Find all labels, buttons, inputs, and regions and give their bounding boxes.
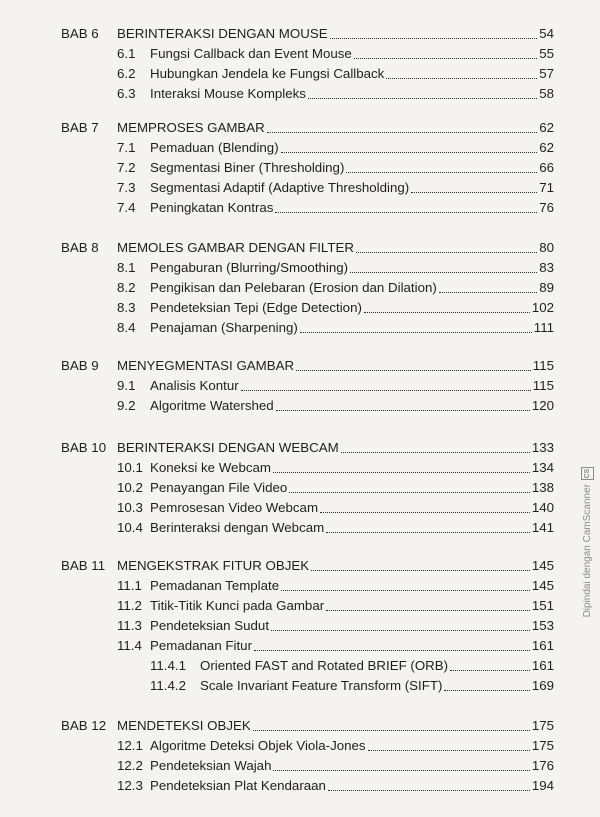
- chapter-number: BAB 6: [61, 26, 99, 41]
- page-number: 54: [539, 26, 554, 41]
- section-number: 11.1: [117, 578, 142, 593]
- page-number: 138: [531, 480, 554, 495]
- section-number: 8.2: [117, 280, 136, 295]
- section-number: 9.1: [117, 378, 136, 393]
- section-row: [0, 518, 600, 538]
- section-row: [0, 756, 600, 776]
- dot-leader: [300, 318, 532, 333]
- section-number: 9.2: [117, 398, 136, 413]
- section-number: 8.3: [117, 300, 136, 315]
- section-title: Oriented FAST and Rotated BRIEF (ORB): [200, 658, 449, 673]
- section-title: Pemrosesan Video Webcam: [150, 500, 319, 515]
- chapter-number: BAB 11: [61, 558, 106, 573]
- chapter-number: BAB 9: [61, 358, 99, 373]
- page-number: 161: [531, 638, 554, 653]
- section-title: Koneksi ke Webcam: [150, 460, 271, 475]
- dot-leader: [281, 576, 530, 591]
- section-title: Analisis Kontur: [150, 378, 239, 393]
- section-title: Pemaduan (Blending): [150, 140, 279, 155]
- page-number: 76: [539, 200, 554, 215]
- chapter-title: MEMOLES GAMBAR DENGAN FILTER: [117, 240, 354, 255]
- dot-leader: [273, 458, 530, 473]
- section-number: 11.4.1: [150, 658, 186, 673]
- section-title: Berinteraksi dengan Webcam: [150, 520, 325, 535]
- dot-leader: [341, 438, 530, 453]
- section-row: [0, 318, 600, 338]
- section-title: Pengikisan dan Pelebaran (Erosion dan Dilation): [150, 280, 437, 295]
- section-row: [0, 376, 600, 396]
- section-number: 12.1: [117, 738, 143, 753]
- dot-leader: [330, 24, 538, 39]
- section-row: [0, 596, 600, 616]
- dot-leader: [267, 118, 537, 133]
- dot-leader: [411, 178, 537, 193]
- page-number: 175: [531, 718, 554, 733]
- dot-leader: [328, 776, 530, 791]
- section-row: [0, 636, 600, 656]
- dot-leader: [346, 158, 537, 173]
- chapter-block: [0, 556, 600, 696]
- section-number: 10.2: [117, 480, 143, 495]
- page-number: 120: [531, 398, 554, 413]
- chapter-block: [0, 238, 600, 338]
- section-number: 8.1: [117, 260, 136, 275]
- section-row: [0, 158, 600, 178]
- section-row: [0, 64, 600, 84]
- chapter-number: BAB 12: [61, 718, 107, 733]
- dot-leader: [275, 198, 537, 213]
- section-row: [0, 138, 600, 158]
- section-title: Pendeteksian Plat Kendaraan: [150, 778, 326, 793]
- section-number: 6.3: [117, 86, 136, 101]
- chapter-number: BAB 7: [61, 120, 99, 135]
- dot-leader: [289, 478, 530, 493]
- section-title: Pendeteksian Wajah: [150, 758, 272, 773]
- chapter-block: [0, 24, 600, 104]
- page-number: 145: [531, 558, 554, 573]
- dot-leader: [311, 556, 530, 571]
- page-number: 115: [532, 378, 554, 393]
- section-title: Segmentasi Adaptif (Adaptive Thresholding): [150, 180, 410, 195]
- section-number: 12.2: [117, 758, 143, 773]
- dot-leader: [350, 258, 537, 273]
- page-number: 194: [531, 778, 554, 793]
- chapter-number: BAB 10: [61, 440, 107, 455]
- section-row: [0, 736, 600, 756]
- section-row: [0, 258, 600, 278]
- page-number: 83: [539, 260, 554, 275]
- section-title: Hubungkan Jendela ke Fungsi Callback: [150, 66, 385, 81]
- page-number: 145: [531, 578, 554, 593]
- page-number: 111: [533, 320, 554, 335]
- page-number: 176: [531, 758, 554, 773]
- chapter-title: MENYEGMENTASI GAMBAR: [117, 358, 295, 373]
- section-row: [0, 44, 600, 64]
- section-number: 11.2: [117, 598, 142, 613]
- section-row: [0, 84, 600, 104]
- dot-leader: [276, 396, 530, 411]
- section-title: Algoritme Deteksi Objek Viola-Jones: [150, 738, 366, 753]
- section-number: 7.3: [117, 180, 136, 195]
- page-number: 62: [539, 140, 554, 155]
- section-number: 10.3: [117, 500, 143, 515]
- section-title: Pengaburan (Blurring/Smoothing): [150, 260, 349, 275]
- section-title: Pemadanan Template: [150, 578, 280, 593]
- page-number: 115: [532, 358, 554, 373]
- chapter-block: [0, 356, 600, 416]
- section-number: 6.1: [117, 46, 136, 61]
- page-number: 153: [531, 618, 554, 633]
- chapter-title: BERINTERAKSI DENGAN WEBCAM: [117, 440, 339, 455]
- subsection-row: [0, 656, 600, 676]
- dot-leader: [386, 64, 537, 79]
- page-number: 89: [539, 280, 554, 295]
- section-row: [0, 776, 600, 796]
- chapter-title: MENGEKSTRAK FITUR OBJEK: [117, 558, 310, 573]
- section-title: Penajaman (Sharpening): [150, 320, 298, 335]
- chapter-heading-row: [0, 716, 600, 736]
- dot-leader: [320, 498, 530, 513]
- dot-leader: [326, 518, 530, 533]
- section-number: 7.2: [117, 160, 136, 175]
- page-number: 71: [539, 180, 554, 195]
- section-title: Penayangan File Video: [150, 480, 288, 495]
- dot-leader: [444, 676, 529, 691]
- chapter-heading-row: [0, 238, 600, 258]
- section-number: 10.1: [117, 460, 143, 475]
- page-number: 175: [531, 738, 554, 753]
- page-number: 80: [539, 240, 554, 255]
- chapter-title: BERINTERAKSI DENGAN MOUSE: [117, 26, 328, 41]
- section-row: [0, 298, 600, 318]
- dot-leader: [368, 736, 530, 751]
- section-row: [0, 498, 600, 518]
- dot-leader: [253, 716, 530, 731]
- section-title: Pendeteksian Sudut: [150, 618, 270, 633]
- camscanner-icon: CS: [581, 467, 594, 480]
- section-title: Titik-Titik Kunci pada Gambar: [150, 598, 325, 613]
- chapter-heading-row: [0, 438, 600, 458]
- chapter-heading-row: [0, 24, 600, 44]
- page-number: 66: [539, 160, 554, 175]
- section-title: Algoritme Watershed: [150, 398, 274, 413]
- dot-leader: [308, 84, 537, 99]
- dot-leader: [450, 656, 530, 671]
- section-title: Scale Invariant Feature Transform (SIFT): [200, 678, 443, 693]
- chapter-heading-row: [0, 118, 600, 138]
- section-row: [0, 396, 600, 416]
- dot-leader: [273, 756, 529, 771]
- section-number: 7.4: [117, 200, 136, 215]
- dot-leader: [439, 278, 537, 293]
- section-row: [0, 478, 600, 498]
- section-number: 11.3: [117, 618, 142, 633]
- section-number: 11.4.2: [150, 678, 186, 693]
- chapter-block: [0, 438, 600, 538]
- dot-leader: [326, 596, 530, 611]
- section-row: [0, 178, 600, 198]
- section-title: Fungsi Callback dan Event Mouse: [150, 46, 352, 61]
- chapter-block: [0, 118, 600, 218]
- section-title: Interaksi Mouse Kompleks: [150, 86, 306, 101]
- page-number: 57: [539, 66, 554, 81]
- chapter-heading-row: [0, 356, 600, 376]
- dot-leader: [364, 298, 530, 313]
- section-row: [0, 576, 600, 596]
- subsection-row: [0, 676, 600, 696]
- section-title: Pendeteksian Tepi (Edge Detection): [150, 300, 362, 315]
- dot-leader: [281, 138, 538, 153]
- chapter-title: MEMPROSES GAMBAR: [117, 120, 265, 135]
- chapter-heading-row: [0, 556, 600, 576]
- section-number: 8.4: [117, 320, 136, 335]
- page-number: 140: [531, 500, 554, 515]
- section-number: 6.2: [117, 66, 136, 81]
- page-number: 55: [539, 46, 554, 61]
- section-number: 11.4: [117, 638, 142, 653]
- section-title: Pemadanan Fitur: [150, 638, 252, 653]
- section-row: [0, 198, 600, 218]
- section-title: Segmentasi Biner (Thresholding): [150, 160, 345, 175]
- page-number: 58: [539, 86, 554, 101]
- page-number: 151: [531, 598, 554, 613]
- section-row: [0, 278, 600, 298]
- section-number: 12.3: [117, 778, 143, 793]
- page-number: 102: [531, 300, 554, 315]
- page-number: 141: [531, 520, 554, 535]
- page-number: 133: [531, 440, 554, 455]
- scanner-watermark: [580, 467, 594, 797]
- watermark-text: Dipindai dengan CamScanner: [581, 484, 593, 618]
- section-number: 7.1: [117, 140, 136, 155]
- page-number: 161: [531, 658, 554, 673]
- chapter-block: [0, 716, 600, 796]
- section-title: Peningkatan Kontras: [150, 200, 274, 215]
- dot-leader: [356, 238, 537, 253]
- dot-leader: [296, 356, 531, 371]
- chapter-title: MENDETEKSI OBJEK: [117, 718, 251, 733]
- chapter-number: BAB 8: [61, 240, 99, 255]
- dot-leader: [271, 616, 530, 631]
- page-number: 134: [531, 460, 554, 475]
- page-number: 169: [531, 678, 554, 693]
- dot-leader: [254, 636, 530, 651]
- page-number: 62: [539, 120, 554, 135]
- dot-leader: [354, 44, 537, 59]
- dot-leader: [241, 376, 531, 391]
- section-row: [0, 458, 600, 478]
- section-row: [0, 616, 600, 636]
- section-number: 10.4: [117, 520, 143, 535]
